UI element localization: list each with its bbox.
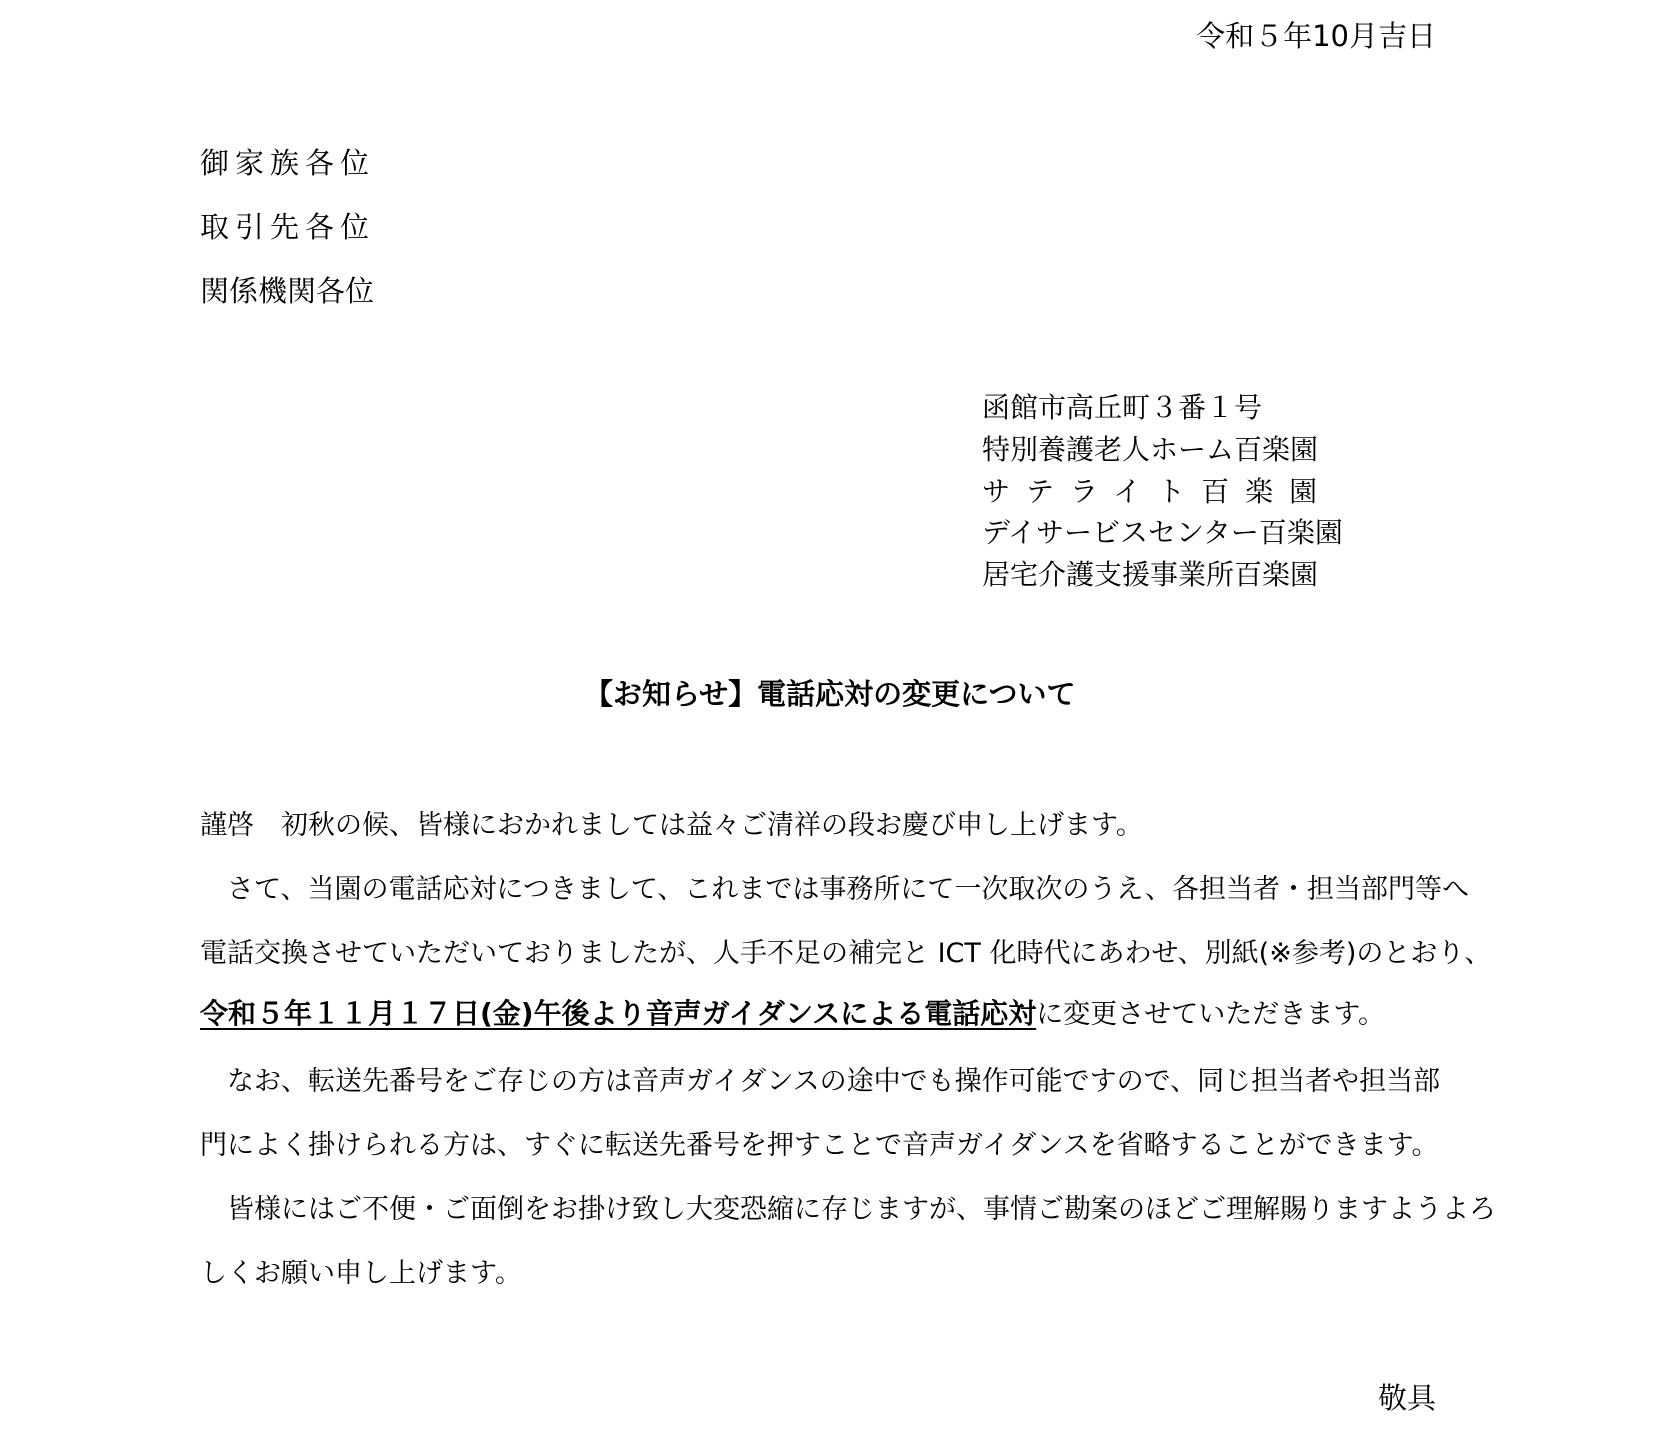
closing-remark: 敬具 — [1377, 1381, 1436, 1415]
body-line-4-rest: に変更させていただきます。 — [1036, 999, 1386, 1030]
sender-org-day-service: デイサービスセンター百楽園 — [982, 516, 1343, 549]
sender-org-satellite: サテライト百楽園 — [982, 475, 1334, 508]
body-line-6: 門によく掛けられる方は、すぐに転送先番号を押すことで音声ガイダンスを省略することができます。 — [200, 1130, 1439, 1161]
body-line-8: しくお願い申し上げます。 — [200, 1258, 522, 1289]
body-line-5: なお、転送先番号をご存じの方は音声ガイダンスの途中でも操作可能ですので、同じ担当者や担当部 — [200, 1066, 1441, 1097]
sender-org-care-support: 居宅介護支援事業所百楽園 — [982, 558, 1319, 591]
body-line-7: 皆様にはご不便・ご面倒をお掛け致し大変恐縮に存じますが、事情ご勘案のほどご理解賜りますようよろ — [200, 1194, 1496, 1225]
body-line-3: 電話交換させていただいておりましたが、人手不足の補完と ICT 化時代にあわせ、別紙(※参考)のとおり、 — [200, 938, 1492, 969]
body-line-2: さて、当園の電話応対につきまして、これまでは事務所にて一次取次のうえ、各担当者・担当部門等へ — [200, 874, 1469, 905]
body-line-4 — [200, 997, 1386, 1030]
emphasized-change-date: 令和５年１１月１７日(金)午後より音声ガイダンスによる電話応対 — [200, 997, 1037, 1030]
sender-address: 函館市高丘町３番１号 — [982, 391, 1263, 424]
sender-org-nursing-home: 特別養護老人ホーム百楽園 — [982, 433, 1319, 466]
recipient-families: 御家族各位 — [200, 146, 376, 180]
recipient-business-partners: 取引先各位 — [200, 210, 376, 244]
notice-title: 【お知らせ】電話応対の変更について — [584, 677, 1076, 711]
recipient-related-agencies: 関係機関各位 — [200, 274, 375, 308]
body-line-1: 謹啓 初秋の候、皆様におかれましては益々ご清祥の段お慶び申し上げます。 — [200, 810, 1143, 841]
letter-date: 令和５年10月吉日 — [1196, 19, 1436, 53]
